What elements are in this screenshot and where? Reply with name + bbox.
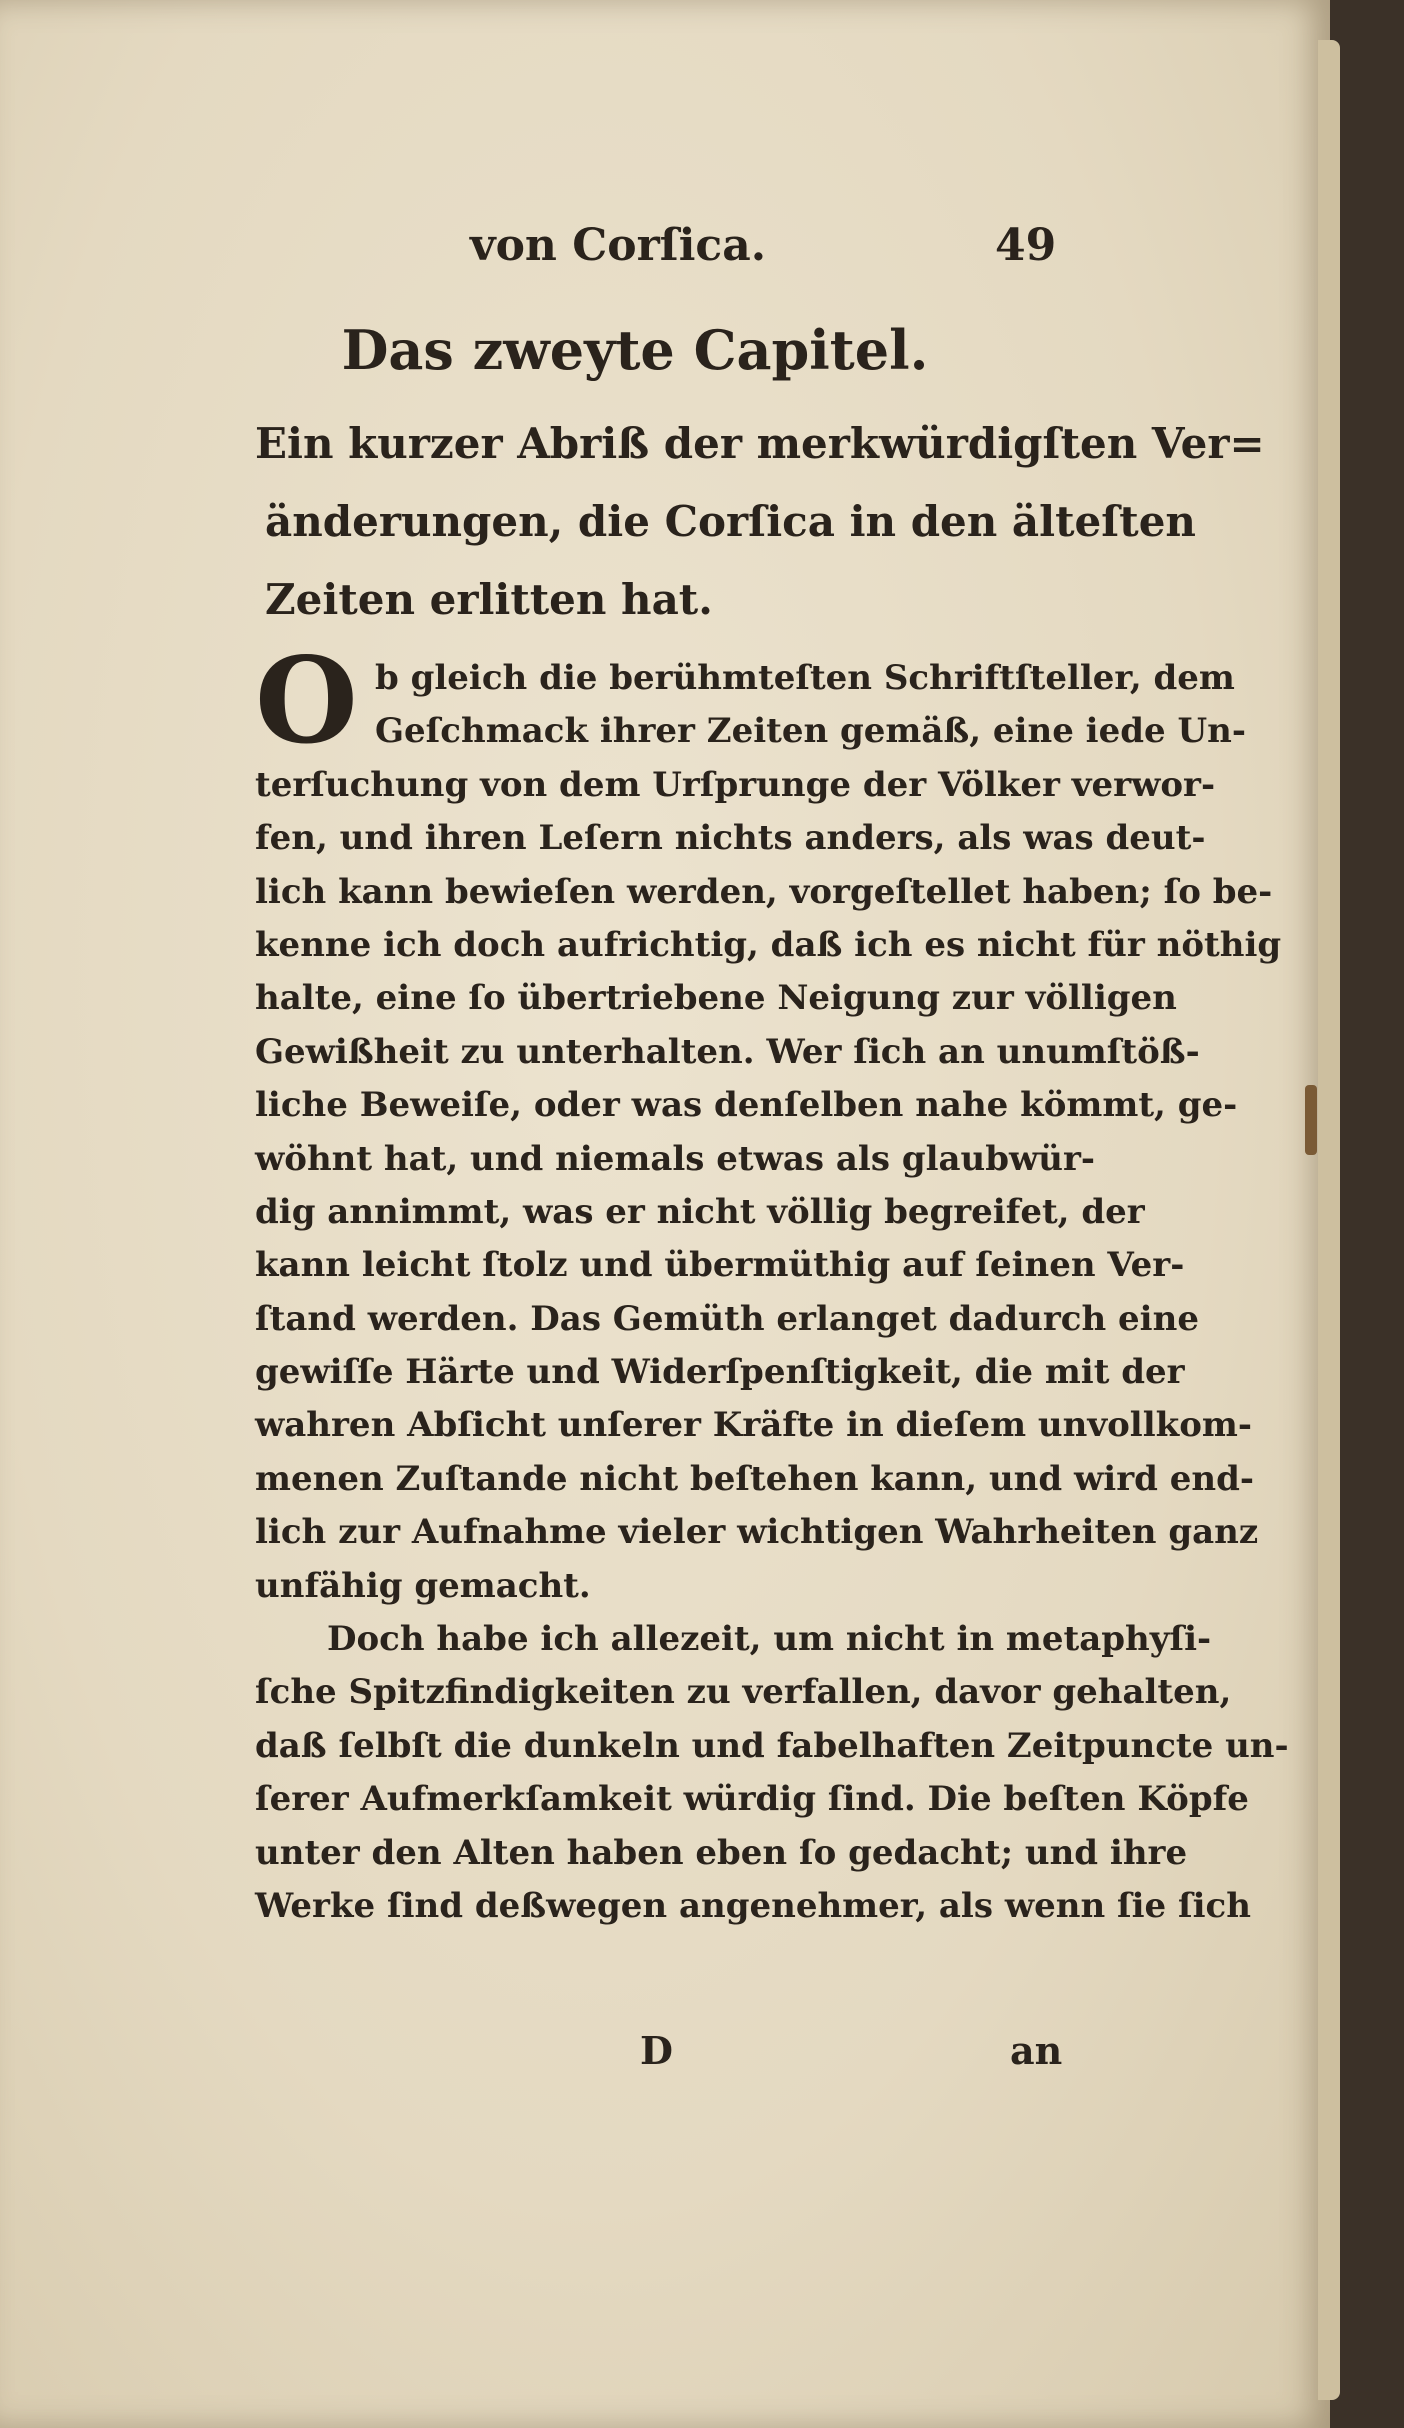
text-line: unter den Alten haben eben ſo gedacht; und ihre — [255, 1832, 1188, 1873]
text-line: ſtand werden. Das Gemüth erlanget dadurch eine — [255, 1298, 1199, 1339]
text-line: wahren Abſicht unſerer Kräfte in dieſem unvollkom- — [255, 1405, 1252, 1446]
text-line: Gewißheit zu unterhalten. Wer ſich an unumſtöß- — [255, 1031, 1200, 1072]
text-line: terſuchung von dem Urſprunge der Völker verwor- — [255, 764, 1216, 805]
text-line: kann leicht ſtolz und übermüthig auf ſeinen Ver- — [255, 1245, 1185, 1286]
text-line: daß ſelbſt die dunkeln und fabelhaften Zeitpuncte un- — [255, 1725, 1289, 1766]
text-line: dig annimmt, was er nicht völlig begreifet, der — [255, 1191, 1145, 1232]
chapter-title — [0, 318, 1330, 382]
page-edge — [1318, 40, 1340, 2400]
text-line: wöhnt hat, und niemals etwas als glaubwür- — [255, 1138, 1096, 1179]
text-line: liche Beweiſe, oder was denſelben nahe kömmt, ge- — [255, 1085, 1238, 1126]
subtitle-line: Ein kurzer Abriß der merkwürdigſten Ver= — [255, 419, 1265, 468]
drop-cap: O — [255, 631, 358, 770]
text-line: Doch habe ich allezeit, um nicht in metaphyſi- — [327, 1619, 1212, 1660]
body-text — [255, 631, 1289, 1933]
text-line: ſerer Aufmerkſamkeit würdig ſind. Die beſten Köpfe — [255, 1779, 1249, 1820]
text-line: gewiſſe Härte und Widerſpenſtigkeit, die mit der — [255, 1352, 1185, 1393]
signature-mark: D — [640, 2028, 673, 2073]
text-line: halte, eine ſo übertriebene Neigung zur völligen — [255, 978, 1177, 1019]
chapter-title-text: Das zweyte Capitel. — [341, 318, 929, 382]
chapter-subtitle — [255, 405, 1265, 639]
text-line: lich zur Aufnahme vieler wichtigen Wahrheiten ganz — [255, 1512, 1259, 1553]
text-line: menen Zuſtande nicht beſtehen kann, und wird end- — [255, 1458, 1254, 1499]
text-line: lich kann bewieſen werden, vorgeſtellet haben; ſo be- — [255, 871, 1273, 912]
page-stain — [1305, 1085, 1317, 1155]
catchword: an — [1010, 2028, 1063, 2073]
subtitle-line: Zeiten erlitten hat. — [265, 575, 713, 624]
subtitle-line: änderungen, die Corſica in den älteſten — [265, 497, 1196, 546]
text-line: kenne ich doch aufrichtig, daß ich es nicht für nöthig — [255, 924, 1282, 965]
text-line: Geſchmack ihrer Zeiten gemäß, eine iede Un- — [375, 711, 1246, 752]
text-line: ſche Spitzfindigkeiten zu verfallen, davor gehalten, — [255, 1672, 1232, 1713]
running-title: von Corſica. — [470, 220, 767, 271]
text-line: fen, und ihren Leſern nichts anders, als was deut- — [255, 818, 1206, 859]
text-line: b gleich die berühmteſten Schriftſteller, dem — [375, 658, 1235, 698]
text-line: unfähig gemacht. — [255, 1565, 591, 1606]
page-number: 49 — [995, 220, 1057, 271]
text-line: Werke ſind deßwegen angenehmer, als wenn ſie ſich — [255, 1885, 1251, 1926]
